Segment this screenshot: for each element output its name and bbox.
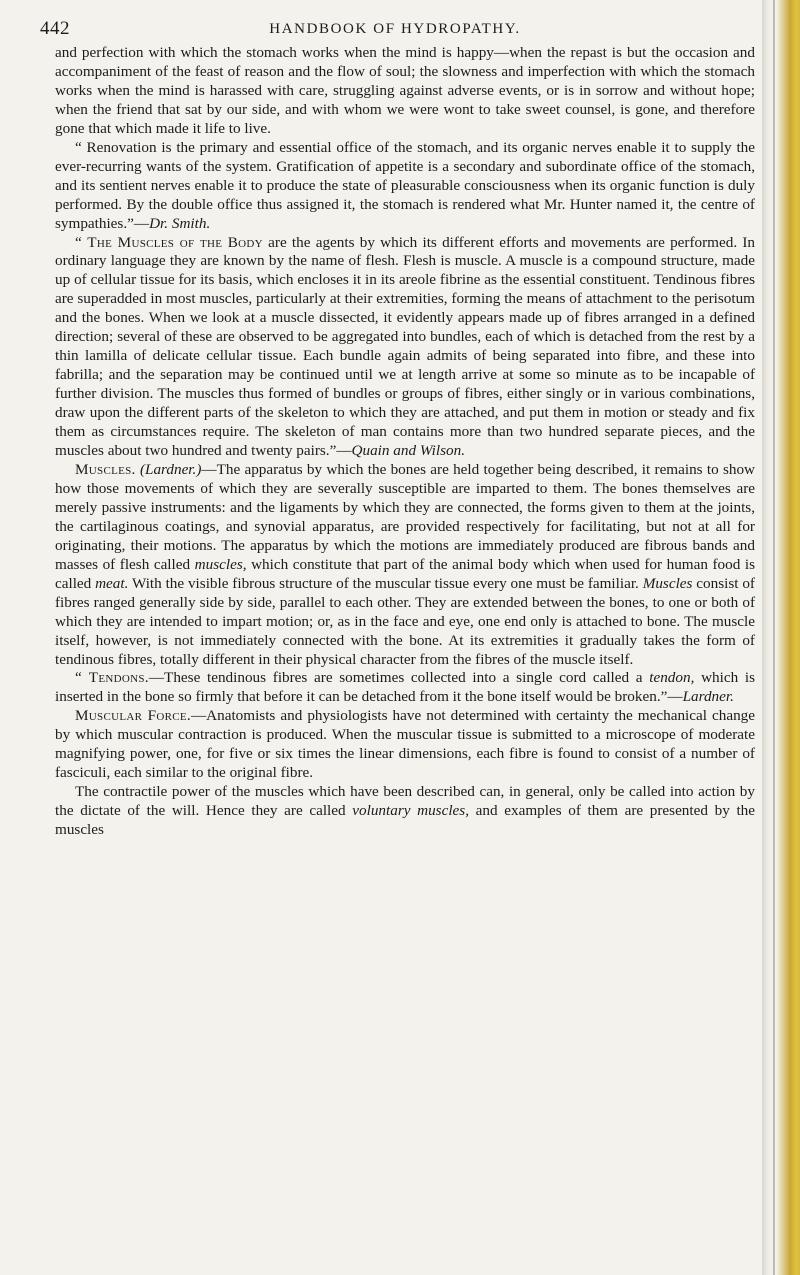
- paragraph-renovation: “ Renovation is the primary and essential office of the stomach, and its organic nerves enable it to supply the ever-recurring wants of the system. Gratification of appetite is a secondary and subordinate office of the stomach, and its sentient nerves enable it to produce the state of pleasurable consciousness when its organic function is duly performed. By the double office thus assigned it, the stomach is rendered what Mr. Hunter named it, the centre of sympathies.”—Dr. Smith.: [55, 138, 755, 232]
- section-lead-muscles: Muscles.: [75, 460, 136, 478]
- body-text: [55, 44, 755, 840]
- book-gutter: [762, 0, 800, 1275]
- citation-lardner: Lardner.: [682, 688, 734, 706]
- section-lead-muscular-force: Muscular Force.: [75, 707, 191, 725]
- citation-quain-wilson: Quain and Wilson.: [351, 442, 466, 460]
- running-title: HANDBOOK OF HYDROPATHY.: [269, 21, 521, 37]
- author-lardner: (Lardner.): [139, 460, 202, 478]
- paragraph-muscles-lardner: Muscles. (Lardner.)—The apparatus by which the bones are held together being described, it remains to show how those movements of which they are severally susceptible are imparted to them. The bones themselves are merely passive instruments: and the ligaments by which they are connected, the forms given to them at the joints, the cartilaginous coatings, and synovial apparatus, are provided respectively for facilitating, but not at all for originating, their motions. The apparatus by which the motions are immediately produced are fibrous bands and masses of flesh called muscles, which constitute that part of the animal body which when used for human food is called meat. With the visible fibrous structure of the muscular tissue every one must be familiar. Muscles consist of fibres ranged generally side by side, parallel to each other. They are extended between the bones, to one or both of which they are intended to impart motion; or, as in the face and eye, one end only is attached to bone. The muscle itself, however, is not immediately connected with the bone. At its extremities it gradually takes the form of tendinous fibres, totally different in their physical character from the fibres of the muscle itself.: [55, 460, 756, 668]
- paragraph-muscles-of-body: “ The Muscles of the Body are the agents by which its different efforts and movements are performed. In ordinary language they are known by the name of flesh. Flesh is muscle. A muscle is a compound structure, made up of cellular tissue for its basis, which encloses it in its areole fibrine as the essential constituent. Tendinous fibres are superadded in most muscles, particularly at their extremities, forming the means of attachment to the perisotum and the bones. When we look at a muscle dissected, it evidently appears made up of fibres arranged in a defined direction; several of these are observed to be aggregated into bundles, each of which is detached from the rest by a thin lamilla of delicate cellular tissue. Each bundle again admits of being separated into fibre, and these into fabrilla; and the separation may be continued until we at length arrive at some so minute as to be incapable of further division. The muscles thus formed of bundles or groups of fibres, either singly or in various combinations, draw upon the different parts of the skeleton to which they are attached, and put them in motion or steady and fix them as circumstances require. The skeleton of man contains more than two hundred separate pieces, and the muscles about two hundred and twenty pairs.”—Quain and Wilson.: [55, 233, 755, 460]
- section-lead-muscles-body: “ The Muscles of the Body: [75, 233, 263, 251]
- paragraph-stomach-mind: and perfection with which the stomach works when the mind is happy—when the repast is but the occasion and accompaniment of the feast of reason and the flow of soul; the slowness and imperfection with which the stomach works when the mind is harassed with care, struggling against adverse events, or is in sorrow and without hope; when the friend that sat by our side, and with whom we were wont to take sweet counsel, is gone, and therefore gone that which made it life to live.: [55, 44, 755, 137]
- paragraph-muscular-force: Muscular Force.—Anatomists and physiologists have not determined with certainty the mechanical change by which muscular contraction is produced. When the muscular tissue is submitted to a microscope of moderate magnifying power, one, for five or six times the linear dimensions, each fibre is found to consist of a number of fasciculi, each similar to the original fibre.: [55, 707, 755, 782]
- page-number: 442: [40, 18, 70, 39]
- paragraph-tendons: “ Tendons.—These tendinous fibres are sometimes collected into a single cord called a tendon, which is inserted in the bone so firmly that before it can be detached from it the bone itself would be broken.”—Lardner.: [55, 669, 756, 706]
- paragraph-contractile-power: The contractile power of the muscles which have been described can, in general, only be called into action by the dictate of the will. Hence they are called voluntary muscles, and examples of them are presented by the muscles: [55, 783, 756, 839]
- citation-smith: Dr. Smith.: [149, 214, 211, 232]
- page-edge-divider: [773, 0, 775, 1275]
- section-lead-tendons: “ Tendons.: [75, 669, 149, 687]
